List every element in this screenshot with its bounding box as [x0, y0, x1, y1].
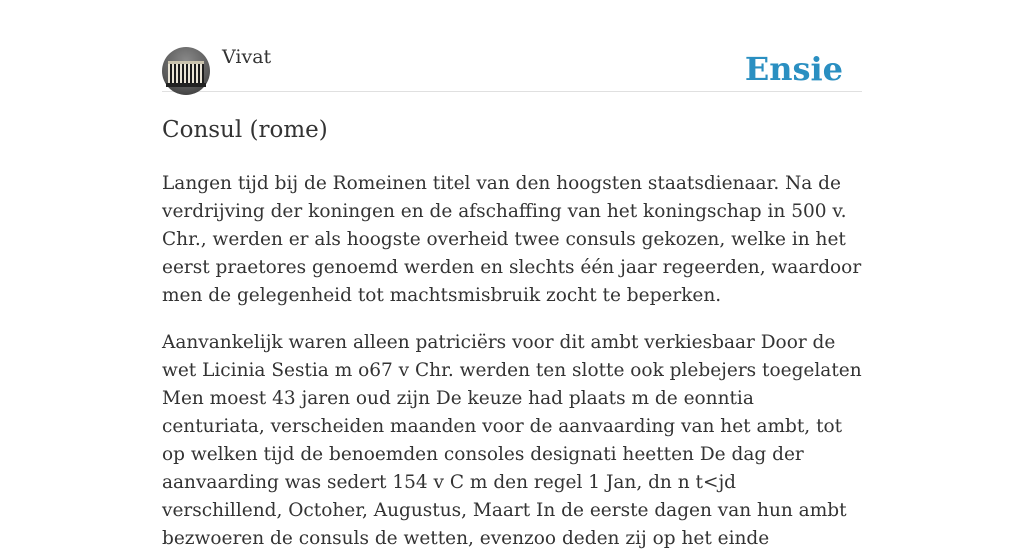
article-paragraph: Langen tijd bij de Romeinen titel van den hoogsten staatsdienaar. Na de verdrijving der koningen en de afschaffing van het koningschap in 500 v. Chr., werden er als hoogste overheid twee consuls gekozen, welke in het eerst praetores genoemd werden en slechts één jaar regeerden, waardoor men de gelegenheid tot machtsmisbruik zocht te beperken.	[162, 173, 862, 306]
brand-logo[interactable]: Ensie	[744, 50, 843, 88]
shelf-decoration	[166, 83, 206, 87]
author-avatar[interactable]	[162, 47, 210, 95]
article-paragraph: Aanvankelijk waren alleen patriciërs voor dit ambt verkiesbaar Door de wet Licinia Sestia m o67 v Chr. werden ten slotte ook plebejers toegelaten Men moest 43 jaren oud zijn De keuze had plaats m de eonntia centuriata, verscheiden maanden voor de aanvaarding van het ambt, tot op welken tijd de benoemden consoles designati heetten De dag der aanvaarding was sedert 154 v C m den regel 1 Jan, dn n t<jd verschillend, Octoher, Augustus, Maart In de eerste dagen van hun ambt bezwoeren de consuls de wetten, evenzoo deden zij op het einde	[162, 332, 862, 549]
page	[162, 0, 862, 549]
page-title: Consul (rome)	[162, 117, 328, 143]
author-name[interactable]: Vivat	[222, 46, 272, 68]
header	[162, 0, 862, 92]
article-body	[162, 170, 862, 553]
